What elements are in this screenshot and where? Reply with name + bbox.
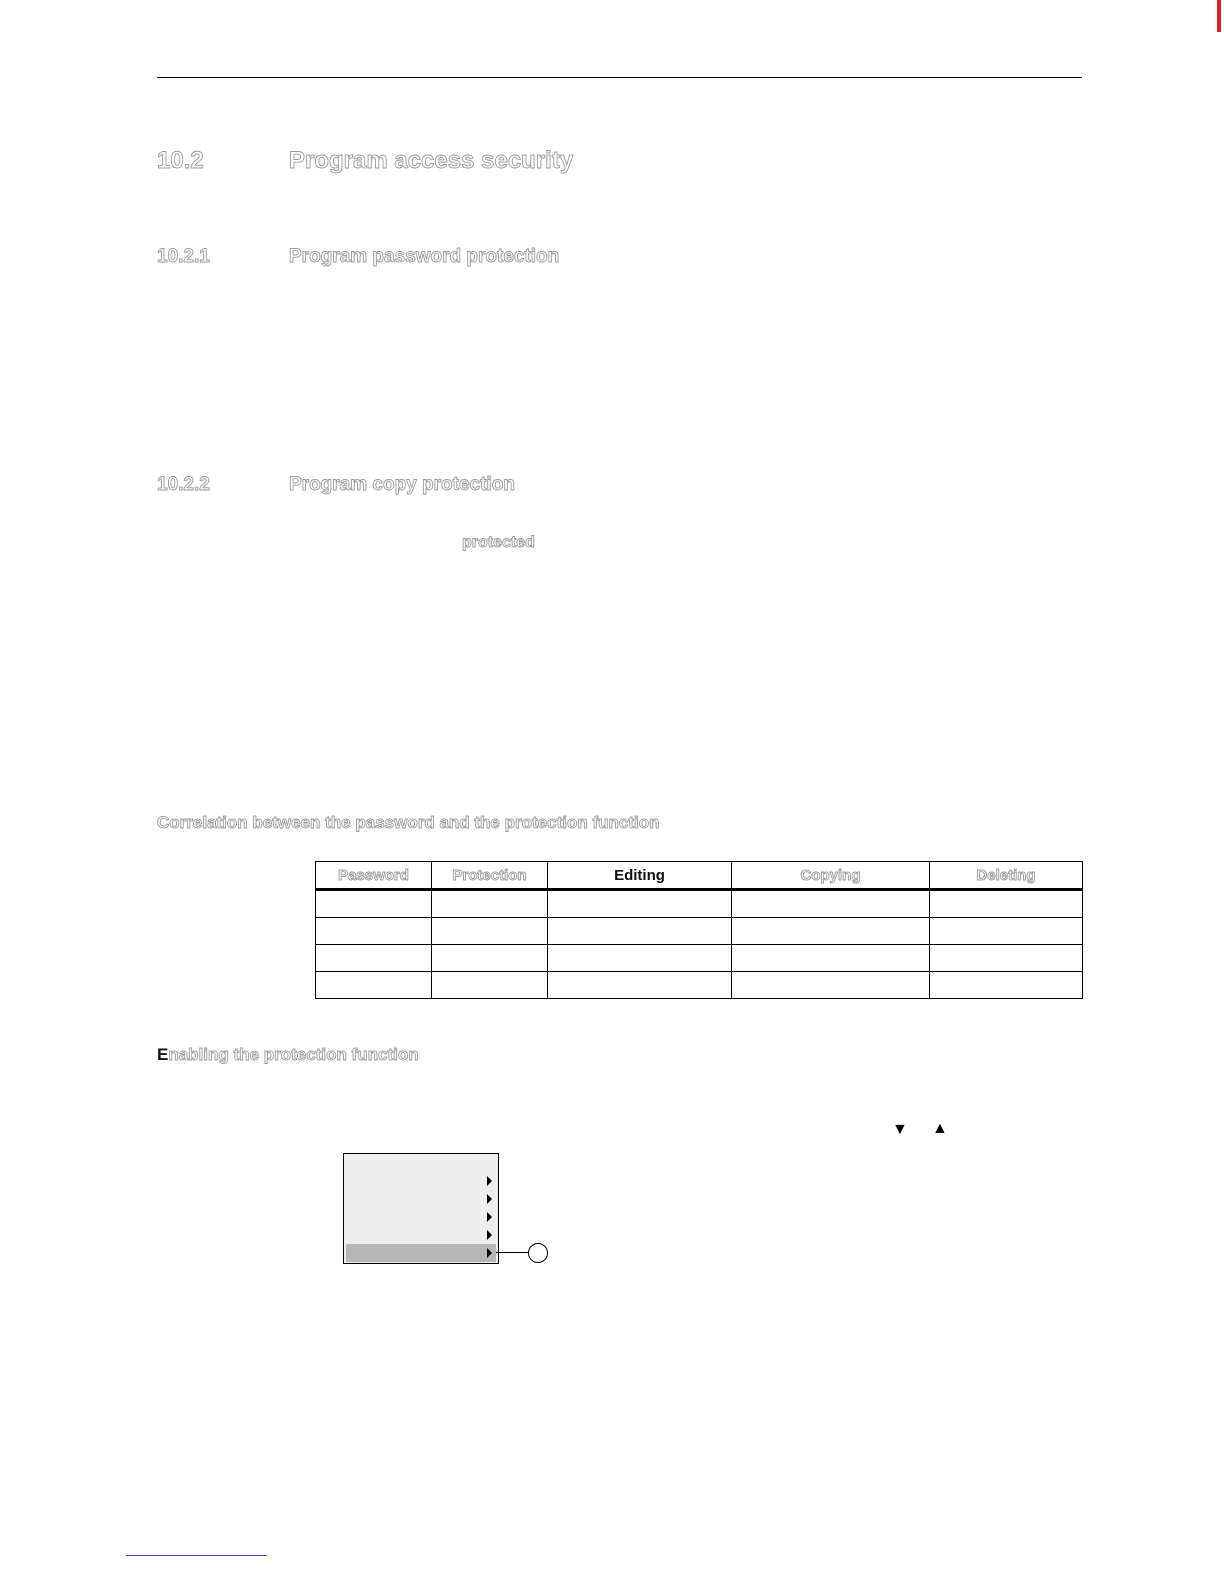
header-rule: [157, 77, 1082, 78]
section-number: 10.2: [157, 147, 204, 174]
menu-row: [346, 1172, 496, 1190]
table-cell: [432, 918, 548, 945]
table-cell: [548, 918, 732, 945]
table-cell: [432, 945, 548, 972]
subsection-number: 10.2.2: [157, 474, 210, 495]
subsection-title: Program copy protection: [289, 474, 515, 495]
section-title: Program access security: [289, 147, 574, 174]
chevron-right-icon: [487, 1230, 492, 1240]
protected-term: protected: [462, 534, 535, 551]
enabling-heading: [157, 1045, 419, 1065]
column-header-deleting: Deleting: [930, 862, 1083, 890]
enabling-heading-initial: E: [157, 1045, 169, 1064]
callout-marker-icon: [528, 1243, 548, 1263]
arrow-down-icon: ▼: [892, 1121, 908, 1138]
arrow-up-icon: ▲: [932, 1120, 948, 1137]
menu-row: [346, 1190, 496, 1208]
table-cell: [930, 945, 1083, 972]
chevron-right-icon: [487, 1194, 492, 1204]
callout-line: [496, 1252, 528, 1253]
table-cell: [930, 890, 1083, 918]
column-header-password: Password: [316, 862, 432, 890]
table-cell: [732, 890, 930, 918]
correlation-heading: Correlation between the password and the protection function: [157, 813, 660, 832]
table-row: [316, 918, 1083, 945]
table-row: [316, 945, 1083, 972]
table-cell: [432, 972, 548, 999]
footer-link-underline: [126, 1555, 267, 1556]
table-cell: [732, 918, 930, 945]
chevron-right-icon: [487, 1212, 492, 1222]
table-cell: [548, 945, 732, 972]
table-cell: [316, 972, 432, 999]
lcd-display: [343, 1153, 499, 1264]
chevron-right-icon: [487, 1248, 492, 1258]
menu-row: [346, 1226, 496, 1244]
menu-row: [346, 1208, 496, 1226]
table-cell: [316, 918, 432, 945]
table-cell: [548, 890, 732, 918]
enabling-heading-rest: nabling the protection function: [168, 1045, 419, 1064]
subsection-title: Program password protection: [289, 246, 560, 267]
chevron-right-icon: [487, 1176, 492, 1186]
table-header-row: [316, 862, 1083, 890]
table-cell: [930, 972, 1083, 999]
page-edge-marker: [1217, 0, 1221, 32]
table-cell: [732, 945, 930, 972]
correlation-table: [315, 861, 1083, 999]
subsection-number: 10.2.1: [157, 246, 210, 267]
column-header-copying: Copying: [732, 862, 930, 890]
table-cell: [732, 972, 930, 999]
table-cell: [930, 918, 1083, 945]
table-cell: [432, 890, 548, 918]
table-row: [316, 890, 1083, 918]
table-cell: [316, 890, 432, 918]
column-header-protection: Protection: [432, 862, 548, 890]
menu-row-selected: [346, 1244, 496, 1262]
table-cell: [316, 945, 432, 972]
table-row: [316, 972, 1083, 999]
table-cell: [548, 972, 732, 999]
column-header-editing: Editing: [548, 862, 732, 890]
